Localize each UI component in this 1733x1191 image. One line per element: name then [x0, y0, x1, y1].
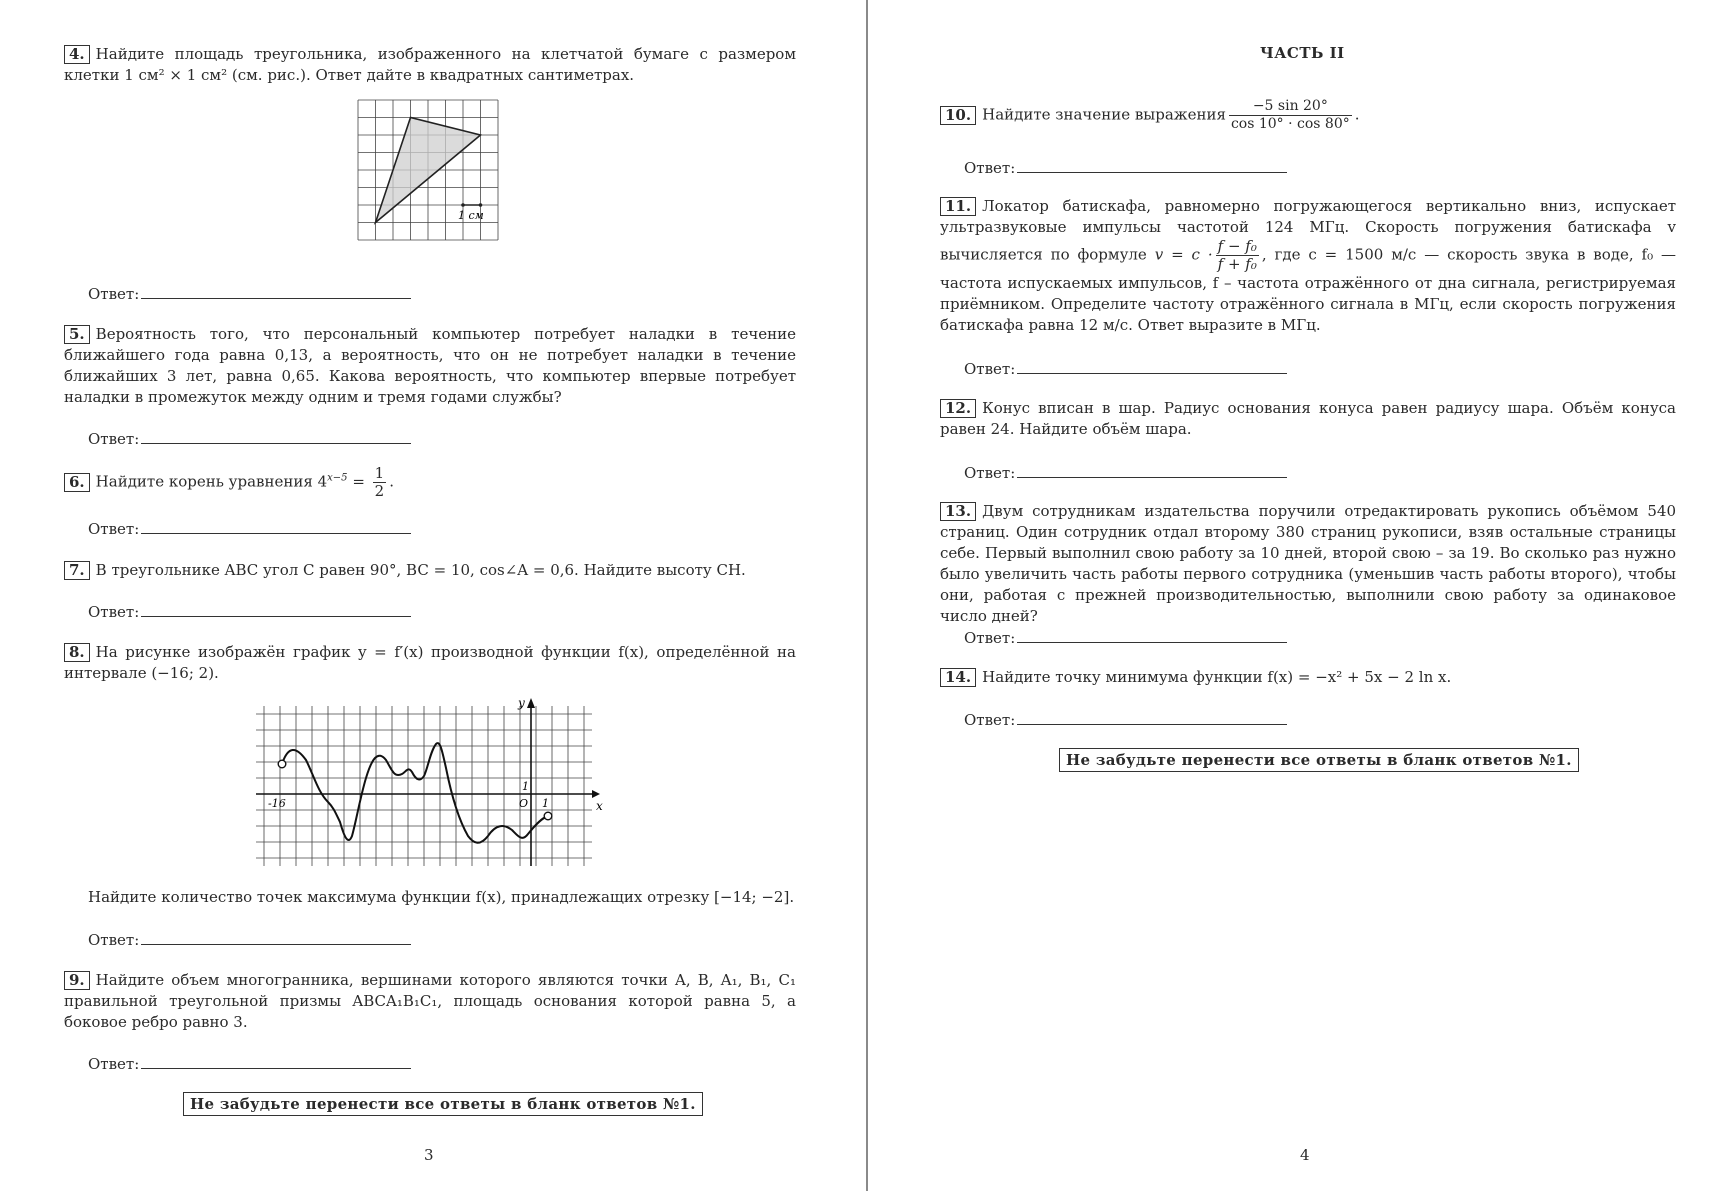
problem-text: Найдите объем многогранника, вершинами которого являются точки A, B, A₁, B₁, C₁ правильной треугольной призмы ABCA₁B₁C₁, площадь основания которой равна 5, а боковое ребро равно 3.: [64, 971, 796, 1031]
answer-label: Ответ:: [964, 360, 1016, 378]
problem-9: [64, 970, 796, 1033]
answer-label: Ответ:: [88, 603, 140, 621]
section-heading: ЧАСТЬ II: [1260, 44, 1345, 62]
equals-sign: =: [347, 472, 370, 491]
numerator: 1: [374, 464, 385, 482]
reminder-box: Не забудьте перенести все ответы в бланк ответов №1.: [183, 1092, 703, 1116]
left-page: [0, 0, 866, 1191]
answer-line[interactable]: [141, 929, 411, 945]
answer-line[interactable]: [141, 428, 411, 444]
graph-grid: [256, 706, 592, 866]
answer-14: [964, 709, 1287, 729]
denominator: cos 10° · cos 80°: [1230, 116, 1350, 132]
problem-number: 9.: [64, 971, 90, 990]
answer-label: Ответ:: [88, 285, 140, 303]
right-page: [868, 0, 1733, 1191]
derivative-curve: [282, 743, 548, 843]
y-axis-arrow: [527, 698, 535, 708]
period: .: [1354, 105, 1360, 124]
problem-text: Найдите площадь треугольника, изображенного на клетчатой бумаге с размером клетки 1 см² × 1 см² (см. рис.). Ответ дайте в квадратных сантиметрах.: [64, 45, 796, 84]
formula-lhs: v = c ·: [1154, 245, 1213, 264]
one-x-label: 1: [542, 797, 549, 810]
answer-9: [88, 1053, 411, 1073]
numerator: f − f₀: [1217, 237, 1257, 255]
problem-10: [940, 98, 1676, 133]
answer-label: Ответ:: [964, 629, 1016, 647]
period: .: [389, 472, 394, 491]
x-axis-label: x: [596, 799, 603, 813]
exponent: x−5: [327, 472, 348, 484]
answer-11: [964, 358, 1287, 378]
numerator: −5 sin 20°: [1229, 98, 1352, 116]
answer-label: Ответ:: [88, 430, 140, 448]
problem-text: Конус вписан в шар. Радиус основания конуса равен радиусу шара. Объём конуса равен 24. Найдите объём шара.: [940, 399, 1676, 438]
reminder-box: Не забудьте перенести все ответы в бланк ответов №1.: [1059, 748, 1579, 772]
answer-4: [88, 283, 411, 303]
answer-label: Ответ:: [964, 464, 1016, 482]
y-axis-label: y: [518, 696, 525, 710]
problem-number: 11.: [940, 197, 976, 216]
page-number: 3: [424, 1146, 434, 1164]
problem-8-question: Найдите количество точек максимума функции f(x), принадлежащих отрезку [−14; −2].: [88, 888, 795, 906]
problem-number: 8.: [64, 643, 90, 662]
answer-line[interactable]: [141, 518, 411, 534]
answer-label: Ответ:: [88, 520, 140, 538]
problem-number: 14.: [940, 668, 976, 687]
answer-line[interactable]: [141, 283, 411, 299]
answer-line[interactable]: [141, 1053, 411, 1069]
answer-8: [88, 929, 411, 949]
answer-label: Ответ:: [88, 1055, 140, 1073]
page-number: 4: [1300, 1146, 1310, 1164]
answer-12: [964, 462, 1287, 482]
problem-14: [940, 667, 1676, 688]
answer-label: Ответ:: [964, 711, 1016, 729]
triangle-grid-figure: [358, 100, 502, 244]
problem-8: [64, 642, 796, 684]
problem-text-continued: , где c = 1500 м/с — скорость звука в воде, f₀ — частота испускаемых импульсов, f – частота отражённого от дна сигнала, регистрируемая приёмником. Определите частоту отражённого сигнала в МГц, если скорость погружения батискафа равна 12 м/с. Ответ выразите в МГц.: [940, 245, 1677, 334]
one-y-label: 1: [522, 780, 529, 793]
answer-line[interactable]: [141, 601, 411, 617]
fraction-one-half: [373, 465, 387, 500]
scale-label: 1 см: [458, 209, 484, 222]
problem-6: [64, 465, 796, 500]
answer-label: Ответ:: [964, 159, 1016, 177]
problem-5: [64, 324, 796, 408]
problem-number: 12.: [940, 399, 976, 418]
x-axis-arrow: [592, 790, 600, 798]
answer-13: [964, 627, 1287, 647]
open-endpoint-right: [544, 812, 552, 820]
expression-fraction: [1229, 98, 1352, 133]
answer-10: [964, 157, 1287, 177]
derivative-graph: [256, 698, 602, 868]
problem-text: В треугольнике ABC угол C равен 90°, BC = 10, cos∠A = 0,6. Найдите высоту CH.: [95, 561, 746, 579]
problem-4: [64, 44, 796, 86]
problem-text: Найдите корень уравнения 4: [95, 472, 328, 491]
open-endpoint-left: [278, 760, 286, 768]
answer-6: [88, 518, 411, 538]
denominator: f + f₀: [1217, 255, 1257, 273]
problem-number: 7.: [64, 561, 90, 580]
problem-text: Локатор батискафа, равномерно погружающегося вертикально вниз, испускает ультразвуковые импульсы частотой 124 МГц. Скорость погружения батискафа v вычисляется по формуле: [940, 197, 1676, 264]
problem-text: Найдите значение выражения: [982, 105, 1226, 124]
problem-number: 13.: [940, 502, 976, 521]
denominator: 2: [374, 482, 385, 500]
problem-13: [940, 501, 1676, 627]
problem-text: Двум сотрудникам издательства поручили отредактировать рукопись объёмом 540 страниц. Один сотрудник отдал второму 380 страниц рукописи, взяв остальные страницы себе. Первый выполнил свою работу за 10 дней, второй свою – за 19. Во сколько раз нужно было увеличить часть работы первого сотрудника (уменьшив часть работы второго), чтобы они, работая с прежней производительностью, выполнили свою работу за одинаковое число дней?: [940, 502, 1676, 625]
formula-fraction: [1216, 238, 1259, 273]
problem-number: 10.: [940, 106, 976, 125]
problem-12: [940, 398, 1676, 440]
problem-text: Найдите точку минимума функции f(x) = −x² + 5x − 2 ln x.: [982, 668, 1452, 686]
problem-number: 6.: [64, 473, 90, 492]
problem-text: Вероятность того, что персональный компьютер потребует наладки в течение ближайшего года равна 0,13, а вероятность, что он не потребует наладки в течение ближайших 3 лет, равна 0,65. Какова вероятность, что компьютер впервые потребует наладки в промежуток между одним и тремя годами службы?: [64, 325, 796, 406]
answer-line[interactable]: [1017, 627, 1287, 643]
answer-line[interactable]: [1017, 358, 1287, 374]
answer-line[interactable]: [1017, 709, 1287, 725]
answer-line[interactable]: [1017, 157, 1287, 173]
answer-label: Ответ:: [88, 931, 140, 949]
answer-5: [88, 428, 411, 448]
problem-7: [64, 560, 796, 581]
problem-number: 5.: [64, 325, 90, 344]
problem-text: На рисунке изображён график y = f′(x) производной функции f(x), определённой на интервале (−16; 2).: [64, 643, 796, 682]
minus-16-label: -16: [268, 797, 286, 810]
problem-11: [940, 196, 1676, 336]
answer-7: [88, 601, 411, 621]
answer-line[interactable]: [1017, 462, 1287, 478]
problem-number: 4.: [64, 45, 90, 64]
origin-label: O: [519, 797, 529, 810]
